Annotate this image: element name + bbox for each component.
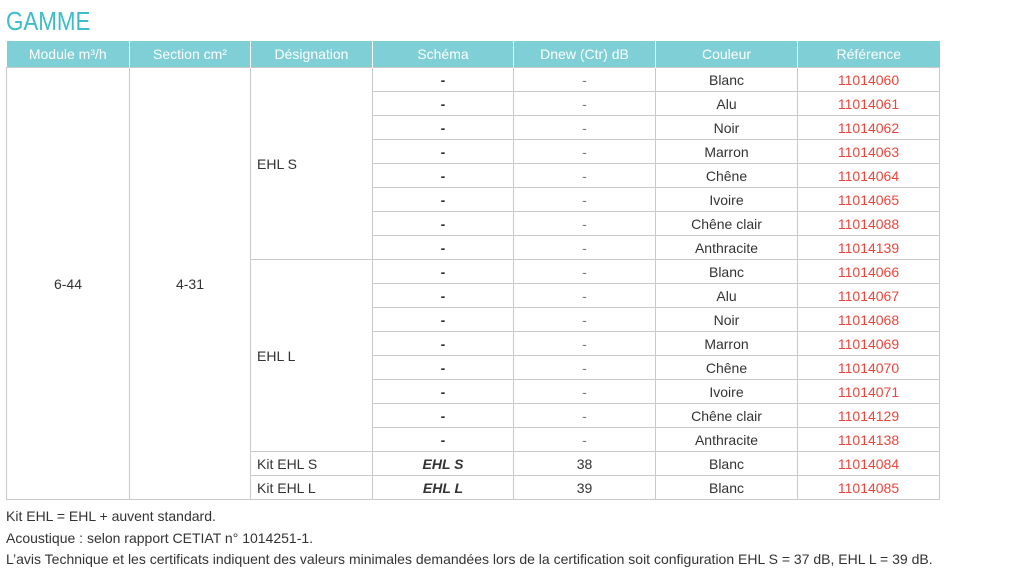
- header-reference: Référence: [798, 41, 940, 68]
- dnew-cell: -: [514, 140, 656, 164]
- schema-cell: -: [373, 92, 514, 116]
- reference-cell: 11014084: [798, 452, 940, 476]
- footnotes: [6, 506, 933, 571]
- schema-cell: -: [373, 68, 514, 92]
- schema-cell: -: [373, 260, 514, 284]
- header-section: Section cm²: [130, 41, 251, 68]
- couleur-cell: Marron: [656, 140, 798, 164]
- designation-cell: EHL S: [251, 68, 373, 260]
- dnew-cell: -: [514, 212, 656, 236]
- schema-cell: -: [373, 428, 514, 452]
- reference-cell: 11014071: [798, 380, 940, 404]
- dnew-cell: -: [514, 380, 656, 404]
- table-row: [7, 68, 940, 92]
- reference-cell: 11014060: [798, 68, 940, 92]
- couleur-cell: Ivoire: [656, 380, 798, 404]
- couleur-cell: Blanc: [656, 68, 798, 92]
- reference-cell: 11014064: [798, 164, 940, 188]
- reference-cell: 11014088: [798, 212, 940, 236]
- dnew-cell: 38: [514, 452, 656, 476]
- reference-cell: 11014069: [798, 332, 940, 356]
- section-cell: 4-31: [130, 68, 251, 500]
- dnew-cell: -: [514, 332, 656, 356]
- reference-cell: 11014068: [798, 308, 940, 332]
- couleur-cell: Noir: [656, 308, 798, 332]
- designation-cell: Kit EHL L: [251, 476, 373, 500]
- dnew-cell: -: [514, 116, 656, 140]
- dnew-cell: -: [514, 428, 656, 452]
- couleur-cell: Ivoire: [656, 188, 798, 212]
- page-title: GAMME: [6, 6, 91, 36]
- header-dnew: Dnew (Ctr) dB: [514, 41, 656, 68]
- couleur-cell: Blanc: [656, 452, 798, 476]
- dnew-cell: -: [514, 92, 656, 116]
- schema-cell: -: [373, 308, 514, 332]
- schema-cell: EHL S: [373, 452, 514, 476]
- designation-cell: Kit EHL S: [251, 452, 373, 476]
- schema-cell: -: [373, 116, 514, 140]
- couleur-cell: Chêne clair: [656, 212, 798, 236]
- dnew-cell: 39: [514, 476, 656, 500]
- schema-cell: -: [373, 356, 514, 380]
- schema-cell: -: [373, 380, 514, 404]
- header-schema: Schéma: [373, 41, 514, 68]
- reference-cell: 11014066: [798, 260, 940, 284]
- reference-cell: 11014067: [798, 284, 940, 308]
- reference-cell: 11014065: [798, 188, 940, 212]
- couleur-cell: Alu: [656, 92, 798, 116]
- table-header-row: [7, 41, 940, 68]
- dnew-cell: -: [514, 404, 656, 428]
- reference-cell: 11014062: [798, 116, 940, 140]
- couleur-cell: Alu: [656, 284, 798, 308]
- schema-cell: -: [373, 188, 514, 212]
- dnew-cell: -: [514, 308, 656, 332]
- module-cell: 6-44: [7, 68, 130, 500]
- reference-cell: 11014139: [798, 236, 940, 260]
- schema-cell: -: [373, 332, 514, 356]
- schema-cell: -: [373, 284, 514, 308]
- dnew-cell: -: [514, 164, 656, 188]
- couleur-cell: Blanc: [656, 476, 798, 500]
- reference-cell: 11014061: [798, 92, 940, 116]
- dnew-cell: -: [514, 68, 656, 92]
- reference-cell: 11014063: [798, 140, 940, 164]
- schema-cell: -: [373, 164, 514, 188]
- product-range-table: [6, 41, 940, 500]
- dnew-cell: -: [514, 260, 656, 284]
- dnew-cell: -: [514, 188, 656, 212]
- couleur-cell: Chêne clair: [656, 404, 798, 428]
- reference-cell: 11014129: [798, 404, 940, 428]
- schema-cell: EHL L: [373, 476, 514, 500]
- footnote-avis-technique: L’avis Technique et les certificats indiquent des valeurs minimales demandées lors de la certification soit configuration EHL S = 37 dB, EHL L = 39 dB.: [6, 551, 933, 567]
- schema-cell: -: [373, 236, 514, 260]
- designation-cell: EHL L: [251, 260, 373, 452]
- couleur-cell: Chêne: [656, 356, 798, 380]
- reference-cell: 11014085: [798, 476, 940, 500]
- header-designation: Désignation: [251, 41, 373, 68]
- dnew-cell: -: [514, 356, 656, 380]
- footnote-kit: Kit EHL = EHL + auvent standard.: [6, 508, 216, 524]
- couleur-cell: Chêne: [656, 164, 798, 188]
- couleur-cell: Blanc: [656, 260, 798, 284]
- couleur-cell: Noir: [656, 116, 798, 140]
- couleur-cell: Anthracite: [656, 236, 798, 260]
- schema-cell: -: [373, 140, 514, 164]
- reference-cell: 11014138: [798, 428, 940, 452]
- footnote-acoustique: Acoustique : selon rapport CETIAT n° 1014251-1.: [6, 529, 314, 546]
- dnew-cell: -: [514, 284, 656, 308]
- schema-cell: -: [373, 404, 514, 428]
- reference-cell: 11014070: [798, 356, 940, 380]
- header-couleur: Couleur: [656, 41, 798, 68]
- couleur-cell: Marron: [656, 332, 798, 356]
- schema-cell: -: [373, 212, 514, 236]
- header-module: Module m³/h: [7, 41, 130, 68]
- dnew-cell: -: [514, 236, 656, 260]
- couleur-cell: Anthracite: [656, 428, 798, 452]
